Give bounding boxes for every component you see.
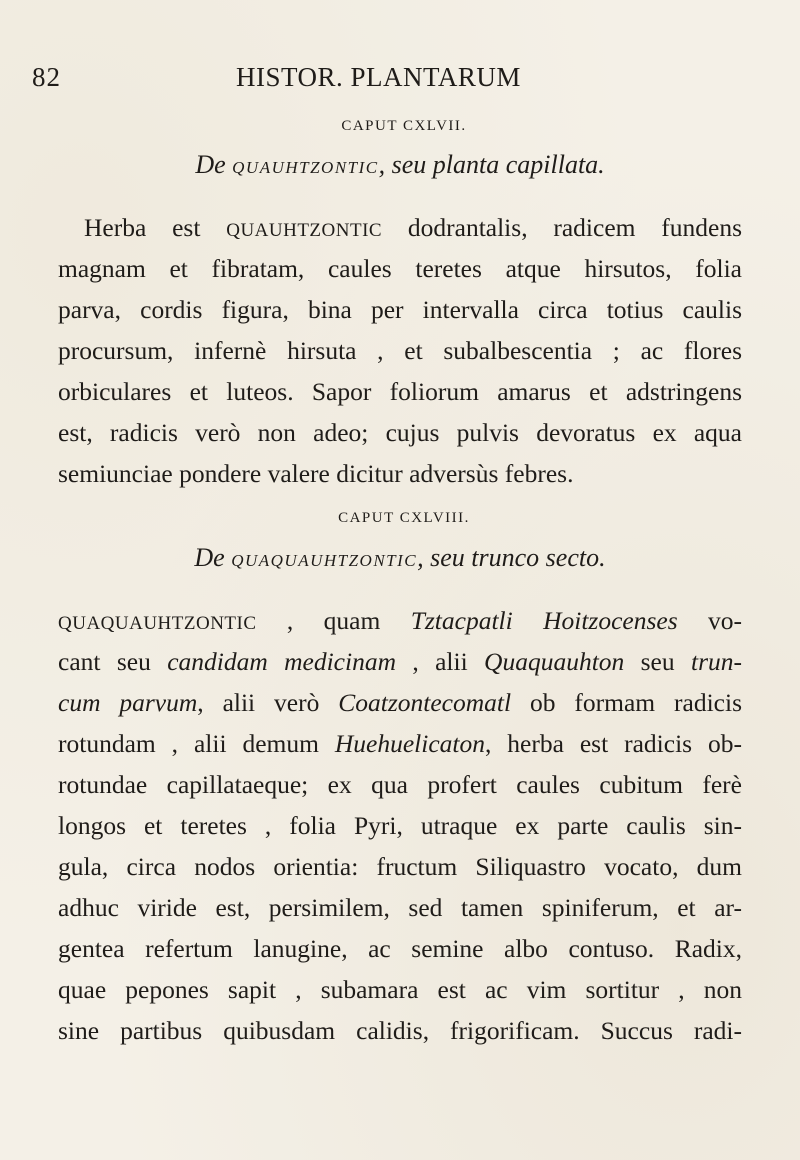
paragraph-2 [58, 600, 742, 1051]
chapter-title-2-de: De [194, 543, 225, 572]
paragraph-2-line: gentea refertum lanugine, ac semine albo contuso. Radix, [58, 934, 742, 963]
plant-name: QUAQUAUHTZONTIC [58, 613, 257, 634]
chapter-title-1 [0, 150, 800, 180]
chapter-title-1-name: QUAUHTZONTIC [232, 158, 379, 177]
chapter-title-2 [0, 543, 800, 573]
chapter-number-2: CAPUT CXLVIII. [338, 510, 470, 526]
chapter-heading-2 [0, 510, 800, 527]
paragraph-1-line: procursum, infernè hirsuta , et subalbescentia ; ac flores [58, 336, 742, 365]
page-number: 82 [32, 62, 61, 92]
paragraph-1-line: orbiculares et luteos. Sapor foliorum amarus et adstringens [58, 377, 742, 406]
paragraph-1-line: est, radicis verò non adeo; cujus pulvis devoratus ex aqua [58, 418, 742, 447]
paragraph-2-line: cum parvum, alii verò Coatzontecomatl ob formam radicis [58, 688, 742, 717]
paragraph-2-line: longos et teretes , folia Pyri, utraque ex parte caulis sin- [58, 811, 742, 840]
chapter-title-2-name: QUAQUAUHTZONTIC [231, 551, 418, 570]
paragraph-1-line: Herba est QUAUHTZONTIC dodrantalis, radicem fundens [84, 213, 743, 242]
paragraph-2-line: gula, circa nodos orientia: fructum Siliquastro vocato, dum [58, 852, 742, 881]
paragraph-1-line: magnam et fibratam, caules teretes atque hirsutos, folia [58, 254, 742, 283]
paragraph-1 [58, 207, 742, 494]
chapter-number-1: CAPUT CXLVII. [341, 118, 467, 134]
paragraph-2-line: QUAQUAUHTZONTIC , quam Tztacpatli Hoitzocenses vo- [58, 606, 743, 635]
paragraph-1-line: parva, cordis figura, bina per intervalla circa totius caulis [58, 295, 742, 324]
paragraph-1-line: semiunciae pondere valere dicitur adversùs febres. [58, 459, 574, 488]
paragraph-2-line: rotundae capillataeque; ex qua profert caules cubitum ferè [58, 770, 742, 799]
running-title: HISTOR. PLANTARUM [236, 62, 521, 92]
paragraph-2-line: sine partibus quibusdam calidis, frigorificam. Succus radi- [58, 1016, 742, 1045]
chapter-heading-1 [0, 118, 800, 135]
chapter-title-1-de: De [195, 150, 226, 179]
paragraph-2-line: cant seu candidam medicinam , alii Quaquauhton seu trun- [58, 647, 742, 676]
chapter-title-1-rest: , seu planta capillata. [378, 150, 605, 179]
paragraph-2-line: adhuc viride est, persimilem, sed tamen spiniferum, et ar- [58, 893, 742, 922]
page-header [0, 62, 800, 102]
paragraph-2-line: quae pepones sapit , subamara est ac vim sortitur , non [58, 975, 742, 1004]
chapter-title-2-rest: , seu trunco secto. [417, 543, 606, 572]
paragraph-2-line: rotundam , alii demum Huehuelicaton, herba est radicis ob- [58, 729, 742, 758]
plant-name: QUAUHTZONTIC [226, 220, 383, 241]
